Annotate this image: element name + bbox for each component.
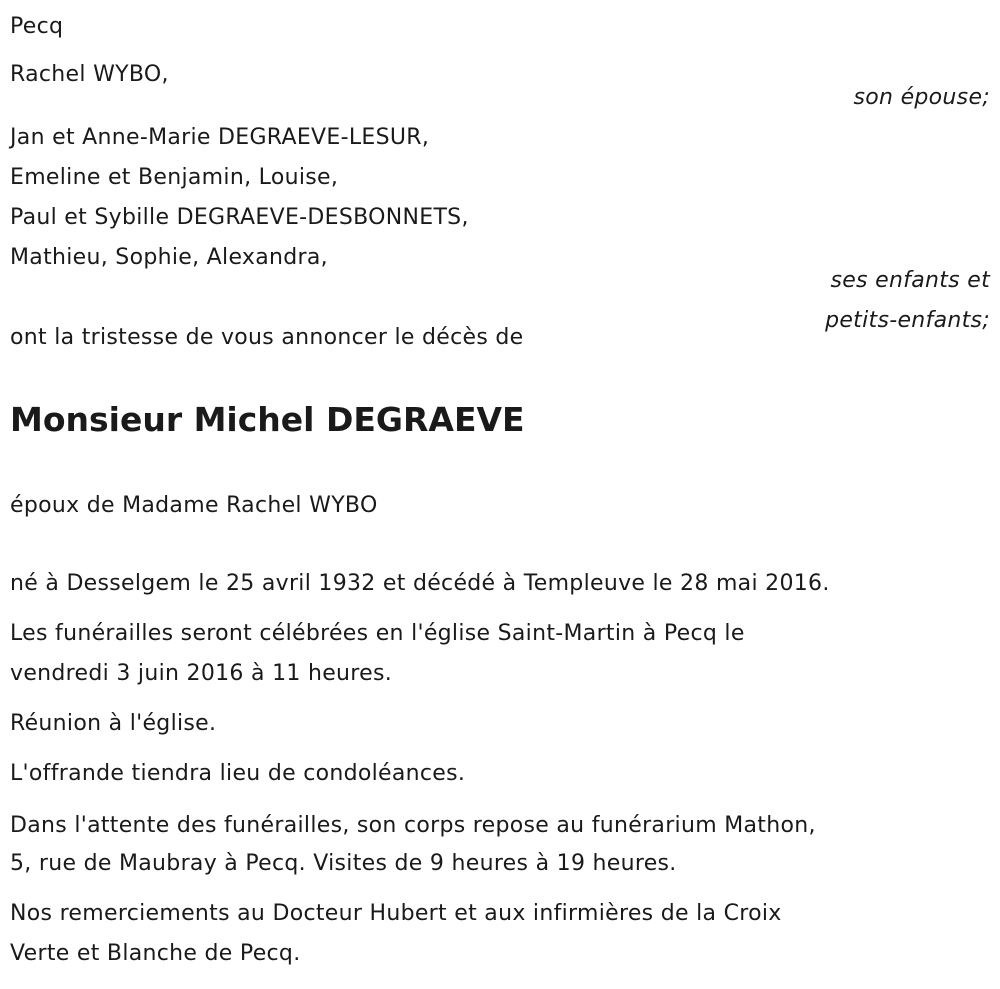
- announcement: ont la tristesse de vous annoncer le décès de: [10, 325, 524, 350]
- deceased-name: Monsieur Michel DEGRAEVE: [10, 400, 525, 439]
- meeting: Réunion à l'église.: [10, 711, 217, 736]
- spouse-role: son épouse;: [853, 85, 990, 110]
- children-role: ses enfants et: [830, 268, 990, 293]
- child-line: Jan et Anne-Marie DEGRAEVE-LESUR,: [10, 125, 430, 150]
- rest-line: Dans l'attente des funérailles, son corps repose au funérarium Mathon,: [10, 813, 816, 838]
- funeral-line: vendredi 3 juin 2016 à 11 heures.: [10, 661, 393, 686]
- child-line: Mathieu, Sophie, Alexandra,: [10, 245, 328, 270]
- born-died: né à Desselgem le 25 avril 1932 et décédé à Templeuve le 28 mai 2016.: [10, 571, 830, 596]
- offering: L'offrande tiendra lieu de condoléances.: [10, 761, 466, 786]
- rest-line: 5, rue de Maubray à Pecq. Visites de 9 heures à 19 heures.: [10, 851, 677, 876]
- children-role: petits-enfants;: [825, 308, 990, 333]
- place: Pecq: [10, 14, 64, 39]
- spouse-name: Rachel WYBO,: [10, 62, 169, 87]
- funeral-line: Les funérailles seront célébrées en l'église Saint-Martin à Pecq le: [10, 621, 745, 646]
- spouse-of: époux de Madame Rachel WYBO: [10, 493, 378, 518]
- thanks-line: Nos remerciements au Docteur Hubert et aux infirmières de la Croix: [10, 901, 782, 926]
- child-line: Emeline et Benjamin, Louise,: [10, 165, 339, 190]
- child-line: Paul et Sybille DEGRAEVE-DESBONNETS,: [10, 205, 469, 230]
- thanks-line: Verte et Blanche de Pecq.: [10, 941, 301, 966]
